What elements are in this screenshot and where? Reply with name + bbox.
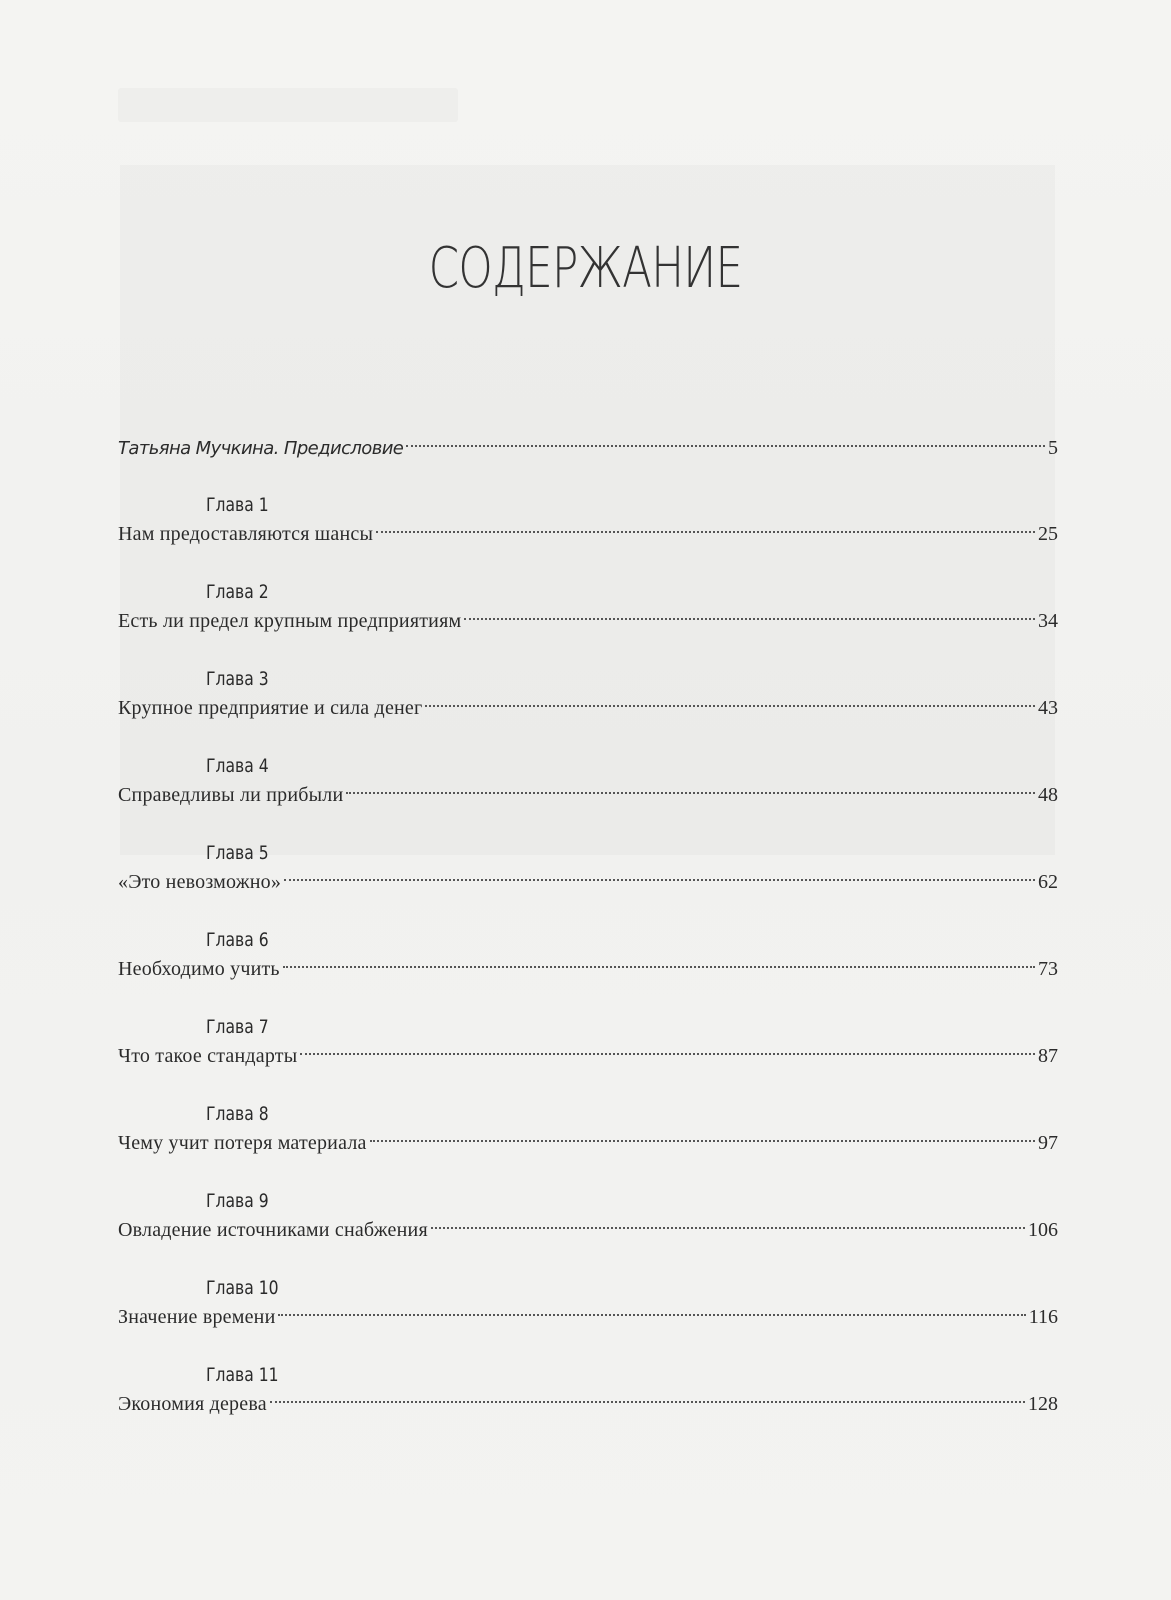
toc-entry-title: Экономия дерева (118, 1393, 267, 1415)
dot-leader (464, 618, 1035, 620)
toc-entry-title: Овладение источниками снабжения (118, 1219, 428, 1241)
dot-leader (431, 1227, 1025, 1229)
chapter-label: Глава 9 (206, 1190, 269, 1212)
toc-entry-chapter (118, 1275, 1058, 1333)
toc-page-number: 34 (1038, 610, 1058, 632)
chapter-label: Глава 7 (206, 1016, 269, 1038)
dot-leader (270, 1401, 1025, 1403)
toc-entry-title: Необходимо учить (118, 958, 280, 980)
toc-entry-title: Есть ли предел крупным предприятиям (118, 610, 462, 632)
toc-entry-chapter (118, 1362, 1058, 1420)
toc-page-number: 97 (1038, 1132, 1058, 1154)
toc-entry-preface (118, 432, 1058, 464)
toc-entry-title: Чему учит потеря материала (118, 1132, 367, 1154)
chapter-label: Глава 1 (206, 494, 269, 516)
toc-page-number: 62 (1038, 871, 1058, 893)
toc-entry-title: Нам предоставляются шансы (118, 523, 374, 545)
chapter-label: Глава 11 (206, 1364, 279, 1386)
chapter-label: Глава 3 (206, 668, 269, 690)
dot-leader (346, 792, 1035, 794)
toc-entry-chapter (118, 927, 1058, 985)
page-title: СОДЕРЖАНИЕ (428, 236, 743, 301)
toc-entry-title: Крупное предприятие и сила денег (118, 697, 423, 719)
toc-entry-title: «Это невозможно» (118, 871, 282, 893)
toc-entry-chapter (118, 492, 1058, 550)
dot-leader (376, 531, 1035, 533)
show-through-header (118, 88, 458, 122)
chapter-label: Глава 10 (206, 1277, 279, 1299)
dot-leader (300, 1053, 1035, 1055)
toc-page-number: 43 (1038, 697, 1058, 719)
table-of-contents (118, 432, 1058, 1449)
toc-entry-chapter (118, 753, 1058, 811)
chapter-label: Глава 2 (206, 581, 269, 603)
chapter-label: Глава 8 (206, 1103, 269, 1125)
toc-entry-chapter (118, 840, 1058, 898)
toc-entry-title: Значение времени (118, 1306, 276, 1328)
chapter-label: Глава 5 (206, 842, 269, 864)
dot-leader (370, 1140, 1035, 1142)
dot-leader (278, 1314, 1025, 1316)
toc-page-number: 116 (1028, 1306, 1058, 1328)
toc-entry-title: Что такое стандарты (118, 1045, 298, 1067)
toc-page-number: 48 (1038, 784, 1058, 806)
toc-page-number: 128 (1028, 1393, 1058, 1415)
toc-entry-chapter (118, 1014, 1058, 1072)
toc-entry-chapter (118, 666, 1058, 724)
chapter-label: Глава 4 (206, 755, 269, 777)
toc-page-number: 106 (1028, 1219, 1058, 1241)
toc-entry-chapter (118, 579, 1058, 637)
toc-entry-title: Справедливы ли прибыли (118, 784, 344, 806)
toc-page-number: 5 (1048, 437, 1058, 459)
dot-leader (425, 705, 1035, 707)
toc-entry-chapter (118, 1188, 1058, 1246)
chapter-label: Глава 6 (206, 929, 269, 951)
toc-page-number: 73 (1038, 958, 1058, 980)
dot-leader (283, 966, 1035, 968)
toc-page-number: 87 (1038, 1045, 1058, 1067)
dot-leader (406, 445, 1045, 447)
dot-leader (284, 879, 1035, 881)
toc-page-number: 25 (1038, 523, 1058, 545)
toc-entry-title: Татьяна Мучкина. Предисловие (118, 438, 404, 459)
toc-entry-chapter (118, 1101, 1058, 1159)
